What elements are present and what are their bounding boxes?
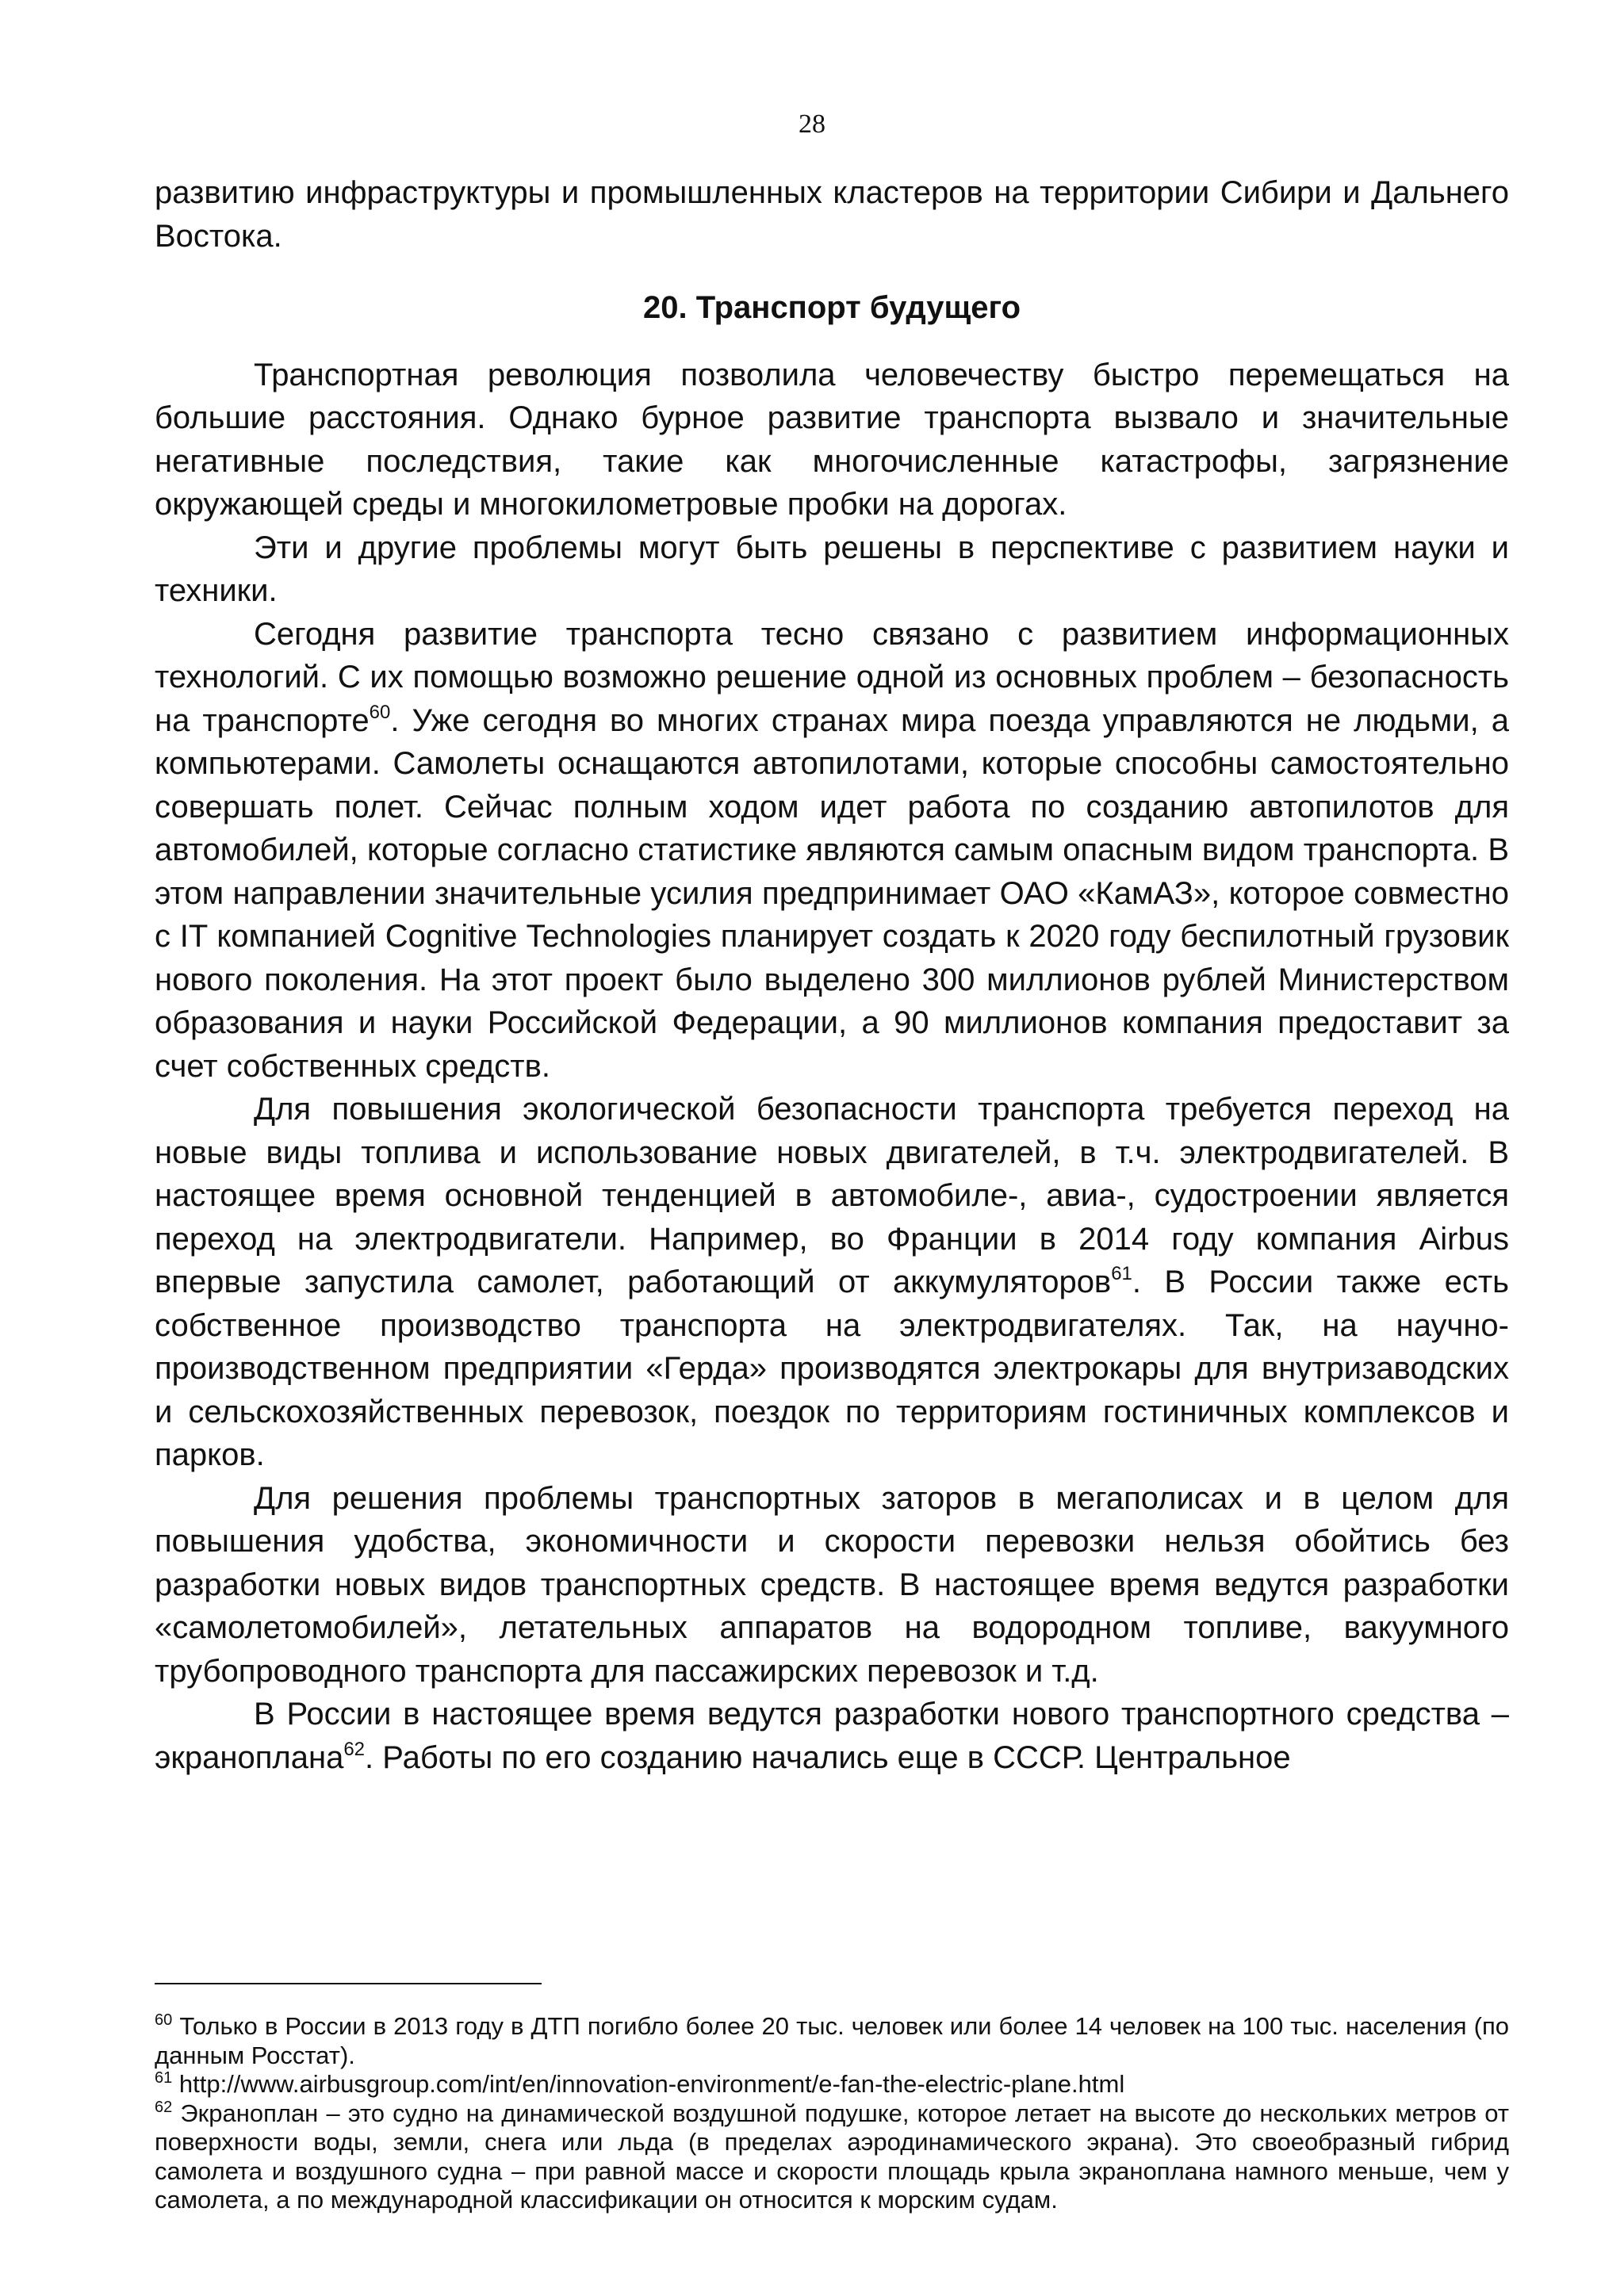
paragraph-3-text-b: . Уже сегодня во многих странах мира поезда управляются не людьми, а компьютерами. Самолеты оснащаются автопилотами, которые способны самостоятельно совершать полет. Сейчас полным ходом идет работа по созданию автопилотов для автомобилей, которые согласно статистике являются самым опасным видом транспорта. В этом направлении значительные усилия предпринимает ОАО «КамАЗ», которое совместно с IT компанией Cognitive Technologies планирует создать к 2020 году беспилотный грузовик нового поколения. На этот проект было выделено 300 миллионов рублей Министерством образования и науки Российской Федерации, а 90 миллионов компания предоставит за счет собственных средств.	[155, 702, 1509, 1084]
paragraph-4-text-b: . В России также есть собственное производство транспорта на электродвигателях. Так, на научно-производственном предприятии «Герда» производятся электрокары для внутризаводских и сельскохозяйственных перевозок, поездок по территориям гостиничных комплексов и парков.	[155, 1265, 1509, 1472]
intro-paragraph: развитию инфраструктуры и промышленных кластеров на территории Сибири и Дальнего Востока.	[155, 175, 1509, 254]
footnote-mark-62: 62	[155, 2098, 173, 2116]
main-text	[155, 171, 1509, 1779]
paragraph-3	[155, 613, 1509, 1089]
footnote-62	[155, 2099, 1509, 2215]
footnote-text-60: Только в России в 2013 году в ДТП погибло более 20 тыс. человек или более 14 человек на 100 тыс. населения (по данным Росстат).	[155, 2012, 1509, 2069]
footnote-61	[155, 2070, 1509, 2099]
footnote-ref-60[interactable]: 60	[369, 701, 391, 723]
footnotes	[155, 2012, 1509, 2215]
paragraph-6-text-b: . Работы по его созданию начались еще в СССР. Центральное	[365, 1739, 1291, 1775]
section-heading: 20. Транспорт будущего	[642, 290, 1021, 325]
footnote-mark-61: 61	[155, 2069, 173, 2087]
page-number: 28	[799, 109, 825, 139]
footnote-ref-62[interactable]: 62	[343, 1738, 366, 1760]
footnote-separator	[155, 1983, 542, 1984]
paragraph-6-text-a: В России в настоящее время ведутся разработки нового транспортного средства – экраноплана	[155, 1697, 1509, 1775]
paragraph-5: Для решения проблемы транспортных заторов в мегаполисах и в целом для повышения удобства, экономичности и скорости перевозки нельзя обойтись без разработки новых видов транспортных средств. В настоящее время ведутся разработки «самолетомобилей», летательных аппаратов на водородном топливе, вакуумного трубопроводного транспорта для пассажирских перевозок и т.д.	[155, 1480, 1509, 1689]
paragraph-4-text-a: Для повышения экологической безопасности транспорта требуется переход на новые виды топлива и использование новых двигателей, в т.ч. электродвигателей. В настоящее время основной тенденцией в автомобиле-, авиа-, судостроении является переход на электродвигатели. Например, во Франции в 2014 году компания Airbus впервые запустила самолет, работающий от аккумуляторов	[155, 1092, 1509, 1299]
paragraph-2: Эти и другие проблемы могут быть решены в перспективе с развитием науки и техники.	[155, 530, 1509, 608]
footnote-mark-60: 60	[155, 2011, 173, 2029]
paragraph-1: Транспортная революция позволила человечеству быстро перемещаться на большие расстояния. Однако бурное развитие транспорта вызвало и значительные негативные последствия, такие как многочисленные катастрофы, загрязнение окружающей среды и многокилометровые пробки на дорогах.	[155, 357, 1509, 522]
paragraph-6	[155, 1693, 1509, 1779]
paragraph-3-text-a: Сегодня развитие транспорта тесно связано с развитием информационных технологий. С их помощью возможно решение одной из основных проблем – безопасность на транспорте	[155, 616, 1509, 738]
footnote-ref-61[interactable]: 61	[1111, 1263, 1132, 1284]
paragraph-4	[155, 1088, 1509, 1477]
footnote-text-62: Экраноплан – это судно на динамической воздушной подушке, которое летает на высоте до нескольких метров от поверхности воды, земли, снега или льда (в пределах аэродинамического экрана). Это своеобразный гибрид самолета и воздушного судна – при равной массе и скорости площадь крыла экраноплана намного меньше, чем у самолета, а по международной классификации он относится к морским судам.	[155, 2099, 1509, 2214]
footnote-60	[155, 2012, 1509, 2070]
footnote-link-61[interactable]: http://www.airbusgroup.com/int/en/innovation-environment/e-fan-the-electric-plane.html	[172, 2070, 1125, 2098]
